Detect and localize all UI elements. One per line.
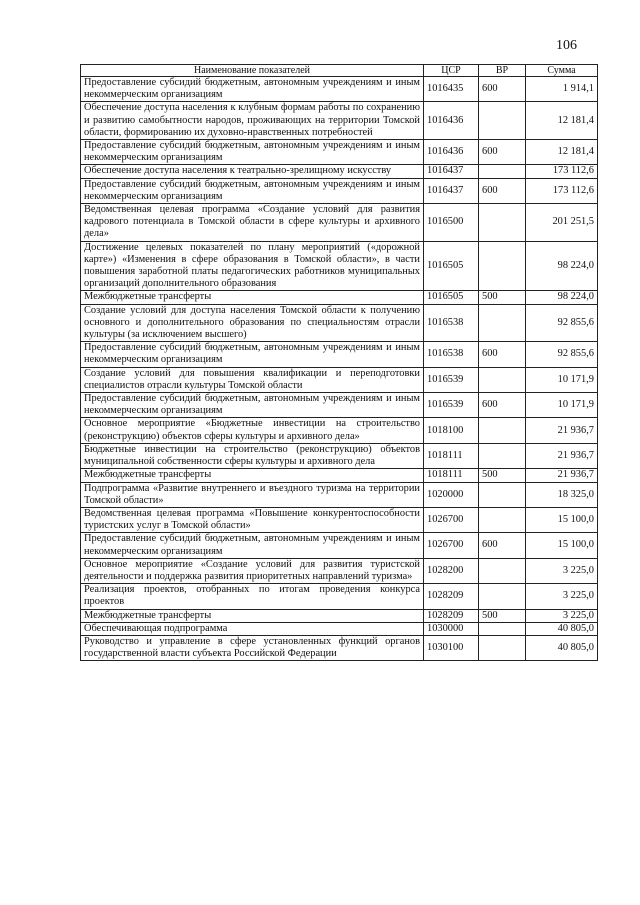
cell-sum: 98 224,0 — [526, 291, 598, 304]
budget-table — [80, 64, 598, 661]
header-name: Наименование показателей — [81, 65, 424, 77]
cell-vr — [479, 584, 526, 609]
cell-vr — [479, 165, 526, 178]
cell-sum: 21 936,7 — [526, 443, 598, 468]
header-sum: Сумма — [526, 65, 598, 77]
table-row — [81, 204, 598, 242]
cell-csr: 1016435 — [424, 77, 479, 102]
table-row — [81, 367, 598, 392]
cell-csr: 1026700 — [424, 507, 479, 532]
cell-vr: 600 — [479, 77, 526, 102]
table-row — [81, 443, 598, 468]
cell-csr: 1016437 — [424, 178, 479, 203]
table-row — [81, 584, 598, 609]
cell-name: Создание условий для повышения квалификации и переподготовки специалистов отрасли культуры Томской области — [81, 367, 424, 392]
cell-csr: 1028209 — [424, 609, 479, 622]
cell-sum: 15 100,0 — [526, 507, 598, 532]
table-row — [81, 609, 598, 622]
table-row — [81, 482, 598, 507]
table-row — [81, 622, 598, 635]
cell-vr: 600 — [479, 533, 526, 558]
table-row — [81, 178, 598, 203]
cell-csr: 1028209 — [424, 584, 479, 609]
cell-csr: 1030000 — [424, 622, 479, 635]
table-row — [81, 469, 598, 482]
cell-name: Межбюджетные трансферты — [81, 609, 424, 622]
cell-name: Достижение целевых показателей по плану мероприятий («дорожной карте») «Изменения в сфере образования в Томской области», в части повышения заработной платы педагогических работников муниципальных организаций дополнительного образования — [81, 241, 424, 291]
cell-sum: 10 171,9 — [526, 393, 598, 418]
table-row — [81, 533, 598, 558]
cell-sum: 21 936,7 — [526, 469, 598, 482]
cell-vr — [479, 622, 526, 635]
cell-csr: 1026700 — [424, 533, 479, 558]
cell-vr: 600 — [479, 342, 526, 367]
cell-name: Обеспечивающая подпрограмма — [81, 622, 424, 635]
cell-name: Создание условий для доступа населения Томской области к получению основного и дополнительного образования по специальностям отрасли культуры (за исключением высшего) — [81, 304, 424, 342]
cell-vr: 600 — [479, 393, 526, 418]
cell-csr: 1018111 — [424, 469, 479, 482]
cell-sum: 98 224,0 — [526, 241, 598, 291]
cell-csr: 1016505 — [424, 291, 479, 304]
cell-name: Бюджетные инвестиции на строительство (реконструкцию) объектов муниципальной собственности сферы культуры и архивного дела — [81, 443, 424, 468]
cell-vr: 600 — [479, 178, 526, 203]
table-row — [81, 393, 598, 418]
cell-vr — [479, 482, 526, 507]
cell-sum: 201 251,5 — [526, 204, 598, 242]
cell-csr: 1016539 — [424, 367, 479, 392]
cell-name: Предоставление субсидий бюджетным, автономным учреждениям и иным некоммерческим организациям — [81, 393, 424, 418]
cell-name: Ведомственная целевая программа «Повышение конкурентоспособности туристских услуг в Томской области» — [81, 507, 424, 532]
table-row — [81, 558, 598, 583]
table-row — [81, 418, 598, 443]
cell-vr: 600 — [479, 140, 526, 165]
cell-sum: 92 855,6 — [526, 342, 598, 367]
cell-name: Предоставление субсидий бюджетным, автономным учреждениям и иным некоммерческим организациям — [81, 140, 424, 165]
table-row — [81, 635, 598, 660]
cell-sum: 12 181,4 — [526, 102, 598, 140]
cell-csr: 1016538 — [424, 342, 479, 367]
cell-sum: 173 112,6 — [526, 165, 598, 178]
table-row — [81, 241, 598, 291]
cell-name: Обеспечение доступа населения к театрально-зрелищному искусству — [81, 165, 424, 178]
cell-name: Предоставление субсидий бюджетным, автономным учреждениям и иным некоммерческим организациям — [81, 342, 424, 367]
cell-sum: 1 914,1 — [526, 77, 598, 102]
cell-csr: 1016505 — [424, 241, 479, 291]
table-row — [81, 77, 598, 102]
cell-name: Межбюджетные трансферты — [81, 291, 424, 304]
cell-sum: 10 171,9 — [526, 367, 598, 392]
cell-sum: 21 936,7 — [526, 418, 598, 443]
cell-csr: 1020000 — [424, 482, 479, 507]
table-row — [81, 342, 598, 367]
header-csr: ЦСР — [424, 65, 479, 77]
cell-name: Ведомственная целевая программа «Создание условий для развития кадрового потенциала в Томской области в сфере культуры и архивного дела» — [81, 204, 424, 242]
cell-name: Основное мероприятие «Создание условий для развития туристской деятельности и поддержка развития приоритетных направлений туризма» — [81, 558, 424, 583]
header-vr: ВР — [479, 65, 526, 77]
cell-name: Подпрограмма «Развитие внутреннего и въездного туризма на территории Томской области» — [81, 482, 424, 507]
cell-vr: 500 — [479, 609, 526, 622]
cell-vr — [479, 443, 526, 468]
cell-sum: 92 855,6 — [526, 304, 598, 342]
cell-sum: 3 225,0 — [526, 558, 598, 583]
table-row — [81, 507, 598, 532]
cell-vr — [479, 418, 526, 443]
cell-name: Предоставление субсидий бюджетным, автономным учреждениям и иным некоммерческим организациям — [81, 77, 424, 102]
table-header-row — [81, 65, 598, 77]
cell-sum: 40 805,0 — [526, 622, 598, 635]
cell-vr — [479, 204, 526, 242]
cell-vr: 500 — [479, 291, 526, 304]
table-row — [81, 140, 598, 165]
cell-csr: 1016538 — [424, 304, 479, 342]
page-number: 106 — [556, 38, 577, 53]
cell-csr: 1030100 — [424, 635, 479, 660]
cell-name: Реализация проектов, отобранных по итогам проведения конкурса проектов — [81, 584, 424, 609]
cell-sum: 173 112,6 — [526, 178, 598, 203]
cell-vr — [479, 241, 526, 291]
cell-vr — [479, 304, 526, 342]
cell-csr: 1028200 — [424, 558, 479, 583]
cell-vr — [479, 558, 526, 583]
table-row — [81, 304, 598, 342]
cell-vr: 500 — [479, 469, 526, 482]
cell-csr: 1018111 — [424, 443, 479, 468]
cell-csr: 1016539 — [424, 393, 479, 418]
cell-sum: 18 325,0 — [526, 482, 598, 507]
cell-name: Предоставление субсидий бюджетным, автономным учреждениям и иным некоммерческим организациям — [81, 178, 424, 203]
table-row — [81, 165, 598, 178]
cell-sum: 15 100,0 — [526, 533, 598, 558]
cell-sum: 3 225,0 — [526, 584, 598, 609]
cell-name: Основное мероприятие «Бюджетные инвестиции на строительство (реконструкцию) объектов сферы культуры и архивного дела» — [81, 418, 424, 443]
table-row — [81, 291, 598, 304]
cell-vr — [479, 102, 526, 140]
cell-vr — [479, 367, 526, 392]
cell-csr: 1016436 — [424, 102, 479, 140]
table-row — [81, 102, 598, 140]
cell-sum: 3 225,0 — [526, 609, 598, 622]
cell-name: Обеспечение доступа населения к клубным формам работы по сохранению и развитию самобытности народов, проживающих на территории Томской области, формированию их духовно-нравственных потребностей — [81, 102, 424, 140]
cell-csr: 1016437 — [424, 165, 479, 178]
cell-sum: 12 181,4 — [526, 140, 598, 165]
cell-csr: 1016436 — [424, 140, 479, 165]
cell-vr — [479, 507, 526, 532]
cell-name: Руководство и управление в сфере установленных функций органов государственной власти субъекта Российской Федерации — [81, 635, 424, 660]
cell-csr: 1016500 — [424, 204, 479, 242]
cell-vr — [479, 635, 526, 660]
cell-name: Предоставление субсидий бюджетным, автономным учреждениям и иным некоммерческим организациям — [81, 533, 424, 558]
cell-csr: 1018100 — [424, 418, 479, 443]
cell-name: Межбюджетные трансферты — [81, 469, 424, 482]
cell-sum: 40 805,0 — [526, 635, 598, 660]
